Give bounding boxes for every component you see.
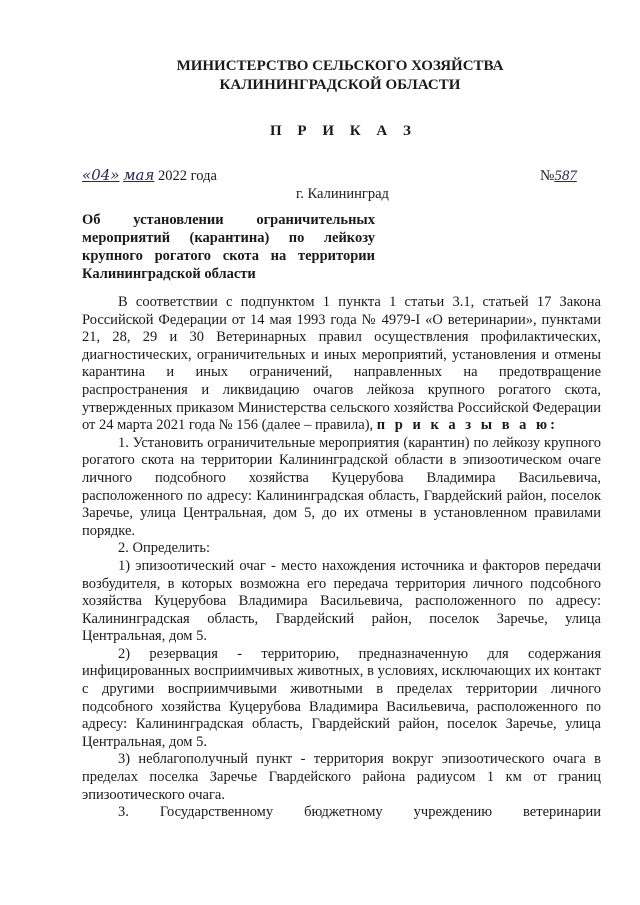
document-subject: Об установлении ограничительных мероприятий (карантина) по лейкозу крупного рогатого скота на территории Калининградской области [82, 212, 375, 282]
document-number [540, 168, 577, 185]
date-year: 2022 года [158, 168, 217, 184]
item-2-3-paragraph: 3) неблагополучный пункт - территория вокруг эпизоотического очага в пределах поселка Заречье Гвардейского района радиусом 1 км от границ эпизоотического очага. [82, 751, 601, 803]
date-open-quote: « [82, 166, 92, 184]
document-body [82, 294, 601, 822]
date-month: мая [123, 166, 155, 184]
document-type-title: П Р И К А З [270, 123, 417, 139]
preamble-text: В соответствии с подпунктом 1 пункта 1 статьи 3.1, статьей 17 Закона Российской Федерации от 14 мая 1993 года № 4979-I «О ветеринарии», пунктами 21, 28, 29 и 30 Ветеринарных правил осуществления профилактических, диагностических, ограничительных и иных мероприятий, установления и отмены карантина и иных ограничений, направленных на предотвращение распространения и ликвидацию очагов лейкоза крупного рогатого скота, утвержденных приказом Министерства сельского хозяйства Российской Федерации от 24 марта 2021 года № 156 (далее – правила), [82, 294, 601, 434]
item-1-paragraph: 1. Установить ограничительные мероприятия (карантин) по лейкозу крупного рогатого скота на территории Калининградской области в эпизоотическом очаге личного подсобного хозяйства Куцерубова Владимира Васильевича, расположенного по адресу: Калининградская область, Гвардейский район, поселок Заречье, улица Центральная, дом 5, до их отмены в установленном правилами порядке. [82, 434, 601, 539]
ministry-header [140, 57, 540, 95]
ministry-line-1: МИНИСТЕРСТВО СЕЛЬСКОГО ХОЗЯЙСТВА [176, 58, 504, 74]
ministry-line-2: КАЛИНИНГРАДСКОЙ ОБЛАСТИ [219, 77, 461, 93]
preamble-paragraph [82, 294, 601, 435]
number-value: 587 [554, 168, 577, 184]
order-word: п р и к а з ы в а ю: [376, 417, 558, 434]
item-2-paragraph: 2. Определить: [118, 540, 211, 557]
date-close-quote: » [110, 166, 120, 184]
item-2-2-paragraph: 2) резервация - территорию, предназначенную для содержания инфицированных восприимчивых животных, в условиях, исключающих их контакт с другими восприимчивыми животными в пределах территории личного подсобного хозяйства Куцерубова Владимира Васильевича, расположенного по адресу: Калининградская область, Гвардейский район, поселок Заречье, улица Центральная, дом 5. [82, 645, 601, 750]
item-3-paragraph: 3. Государственному бюджетному учреждению ветеринарии [118, 804, 601, 821]
item-2-1-paragraph: 1) эпизоотический очаг - место нахождения источника и факторов передачи возбудителя, в которых возможна его передача территория личного подсобного хозяйства Куцерубова Владимира Васильевича, расположенного по адресу: Калининградская область, Гвардейский район, поселок Заречье, улица Центральная, дом 5. [82, 557, 601, 645]
date-day: 04 [91, 166, 111, 184]
number-prefix: № [540, 168, 555, 184]
document-date [82, 166, 582, 185]
document-city: г. Калининград [296, 186, 389, 202]
